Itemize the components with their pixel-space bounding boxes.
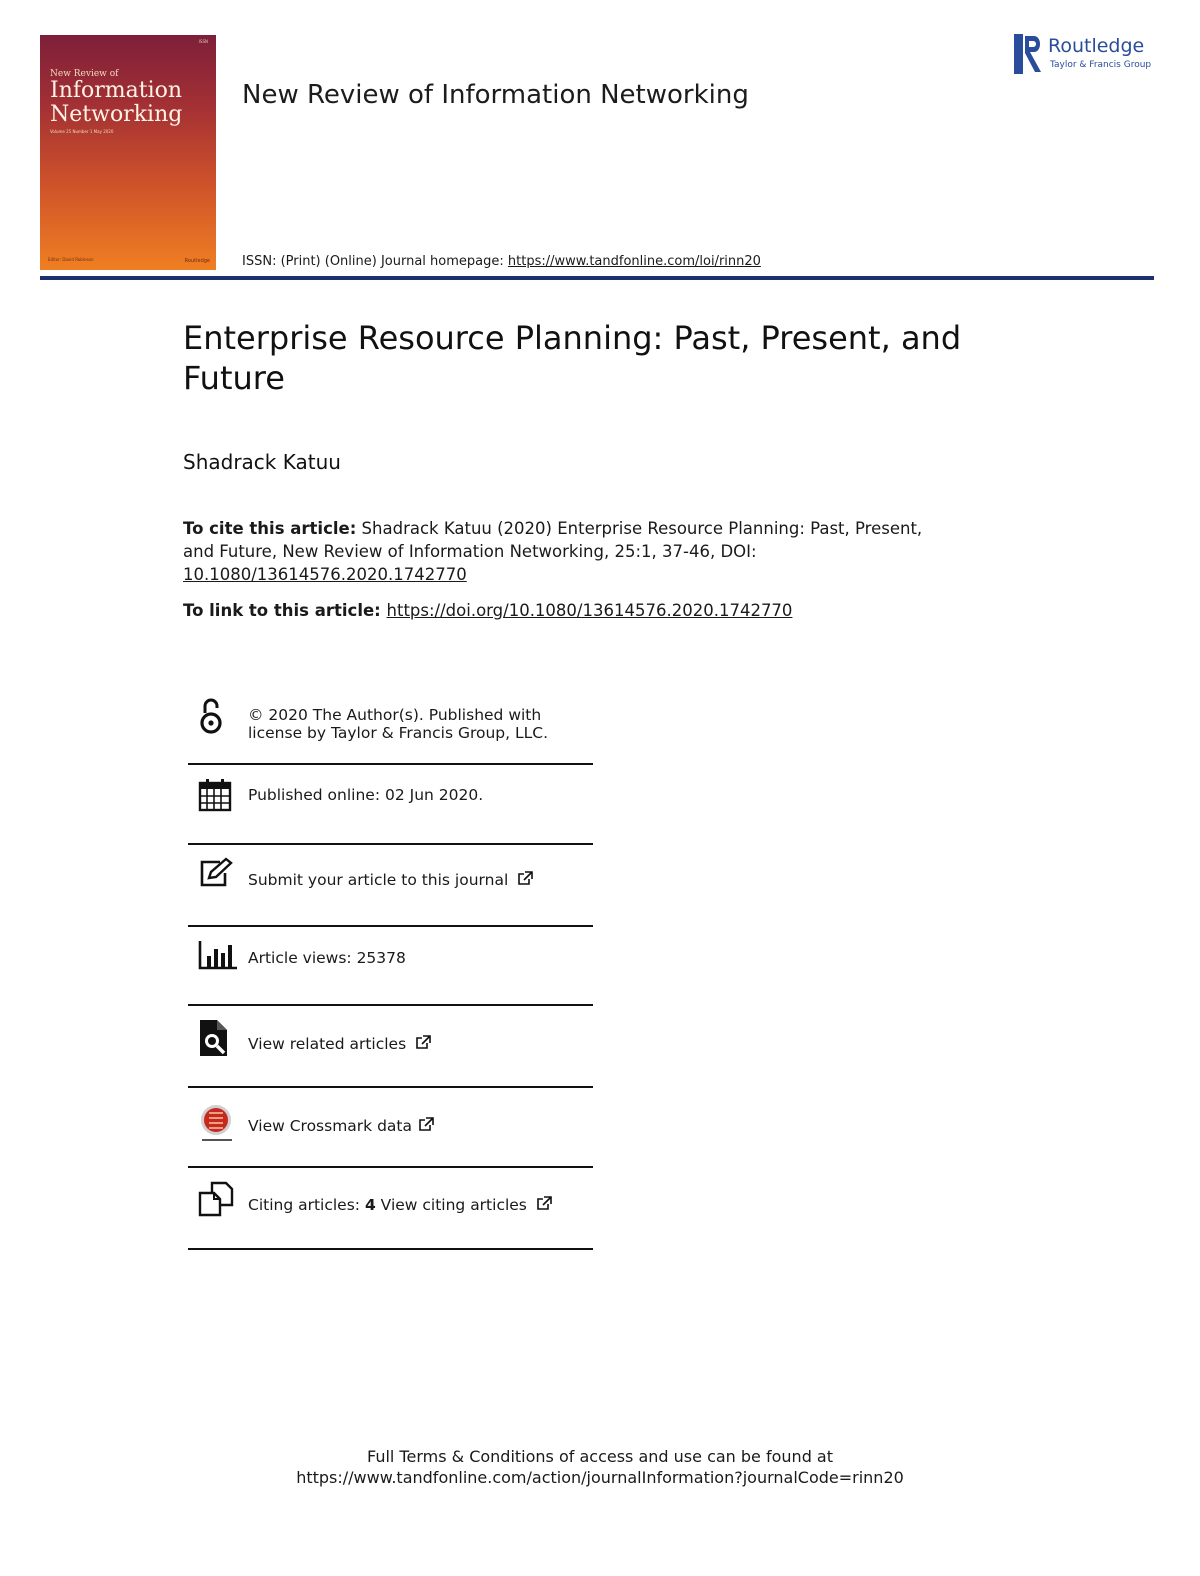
journal-homepage-link[interactable]: https://www.tandfonline.com/loi/rinn20 [507,254,761,269]
footer-line1: Full Terms & Conditions of access and use can be found at [366,1447,834,1466]
views-row [188,927,593,1006]
footer-terms-link[interactable]: https://www.tandfonline.com/action/journalInformation?journalCode=rinn20 [296,1468,904,1487]
external-link-icon [517,871,533,886]
journal-name: New Review of Information Networking [242,80,749,110]
external-link-icon [415,1035,431,1050]
cite-text: Shadrack Katuu (2020) Enterprise Resource Planning: Past, Present, and Future, New Review of Information Networking, 25:1, 37-46, DOI: [183,519,923,561]
article-doi-link[interactable]: https://doi.org/10.1080/13614576.2020.1742770 [386,601,793,620]
related-link[interactable] [248,1035,431,1053]
crossmark-link[interactable] [248,1117,434,1135]
published-text: Published online: 02 Jun 2020. [248,786,484,804]
license-row [188,683,593,765]
terms-footer [0,1446,1200,1488]
related-row[interactable] [188,1006,593,1088]
crossmark-row[interactable] [188,1088,593,1168]
issn-line [242,254,761,269]
citing-row[interactable] [188,1168,593,1250]
journal-cover [40,35,216,270]
edit-icon [198,857,234,889]
citing-label: Citing articles: [248,1196,365,1214]
citation-block [183,517,923,586]
cover-title-line2: Networking [50,102,183,127]
article-info-list [188,683,593,1250]
bar-chart-icon [198,939,238,971]
external-link-icon [536,1196,552,1211]
citing-articles-icon [198,1181,234,1217]
license-text: © 2020 The Author(s). Published with license by Taylor & Francis Group, LLC. [248,706,549,742]
crossmark-icon [198,1103,236,1145]
citing-link[interactable] [248,1196,552,1214]
routledge-name: Routledge [1048,35,1145,57]
crossmark-text: View Crossmark data [248,1117,412,1135]
issn-label: ISSN: (Print) (Online) Journal homepage: [242,254,508,269]
external-link-icon [418,1117,434,1132]
citing-count: 4 [364,1196,376,1214]
cover-meta: Volume 25 Number 1 May 2020 [50,129,114,134]
cover-volume: ISSN [198,39,208,44]
cite-doi-link[interactable]: 10.1080/13614576.2020.1742770 [183,565,467,584]
cover-title-line1: Information [50,78,183,103]
info-divider [188,1248,593,1250]
citing-link-text: View citing articles [375,1196,527,1214]
article-link-line [183,599,792,622]
routledge-group: Taylor & Francis Group [1050,60,1152,70]
cover-publisher: Routledge [184,258,210,264]
submit-text: Submit your article to this journal [248,871,509,889]
routledge-logo[interactable] [1014,34,1154,76]
routledge-r-icon [1014,34,1044,74]
calendar-icon [198,778,232,812]
submit-row[interactable] [188,845,593,927]
search-document-icon [198,1018,230,1058]
cover-pre-title: New Review of [50,69,119,79]
submit-link[interactable] [248,871,533,889]
published-row [188,765,593,845]
cover-editors: Editor: David Robinson [48,257,94,262]
link-label: To link to this article: [183,601,387,620]
article-title: Enterprise Resource Planning: Past, Present, and Future [183,319,962,397]
article-author: Shadrack Katuu [183,450,341,474]
cite-label: To cite this article: [183,519,357,538]
open-access-icon [198,697,224,735]
views-text: Article views: 25378 [248,949,406,967]
header-rule [40,276,1154,280]
related-text: View related articles [248,1035,407,1053]
